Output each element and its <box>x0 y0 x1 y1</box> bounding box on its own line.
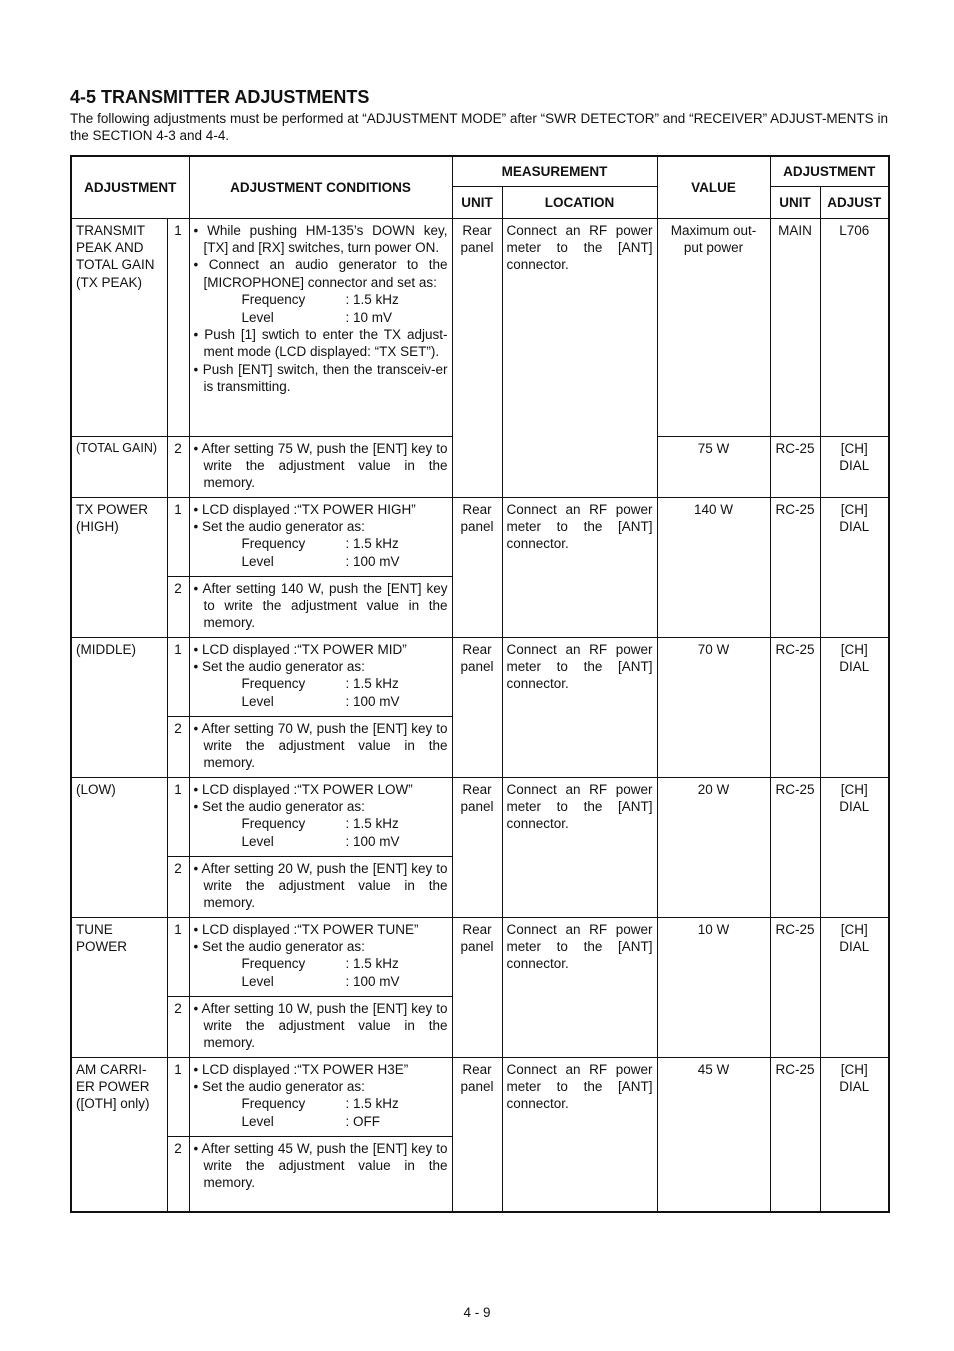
param-value: : 1.5 kHz <box>345 816 399 832</box>
table-row <box>71 1057 889 1136</box>
param-label: Level <box>241 553 274 569</box>
header-conditions: ADJUSTMENT CONDITIONS <box>189 156 452 218</box>
param-value: : 1.5 kHz <box>345 292 399 308</box>
adjustment-adjust: [CH] DIAL <box>820 497 889 637</box>
param-value: : 1.5 kHz <box>345 536 399 552</box>
param-label: Level <box>241 1113 274 1129</box>
step-number: 1 <box>167 777 189 856</box>
condition-text: • After setting 70 W, push the [ENT] key to write the adjustment value in the memory. <box>193 720 448 771</box>
adjustment-adjust: L706 <box>820 218 889 436</box>
adjustment-unit: RC-25 <box>770 917 820 1057</box>
param-value: : 1.5 kHz <box>345 956 399 972</box>
header-location: LOCATION <box>502 186 657 218</box>
condition-text: • LCD displayed :“TX POWER TUNE” <box>193 921 419 937</box>
measurement-location: Connect an RF power meter to the [ANT] connector. <box>502 497 657 637</box>
step-number: 1 <box>167 917 189 996</box>
value-cell: 140 W <box>657 497 770 637</box>
step-number: 2 <box>167 856 189 917</box>
condition-text: • Set the audio generator as: <box>193 518 365 534</box>
adjustment-unit: RC-25 <box>770 497 820 637</box>
condition-cell <box>189 637 452 716</box>
condition-text: • Set the audio generator as: <box>193 1078 365 1094</box>
param-value: : 100 mV <box>345 833 400 849</box>
measurement-unit: Rear panel <box>452 1057 502 1212</box>
condition-cell <box>189 218 452 436</box>
measurement-unit: Rear panel <box>452 497 502 637</box>
adjustment-adjust: [CH] DIAL <box>820 917 889 1057</box>
param-label: Frequency <box>241 292 306 308</box>
condition-cell <box>189 497 452 576</box>
condition-text: • Push [1] swtich to enter the TX adjust-ment mode (LCD displayed: “TX SET”). <box>193 326 448 360</box>
param-label: Level <box>241 833 274 849</box>
condition-text: • After setting 140 W, push the [ENT] key to write the adjustment value in the memory. <box>193 580 448 631</box>
measurement-location: Connect an RF power meter to the [ANT] connector. <box>502 218 657 497</box>
table-row <box>71 917 889 996</box>
param-value: : 100 mV <box>345 553 400 569</box>
adjustment-adjust: [CH] DIAL <box>820 637 889 777</box>
header-adjustment-group: ADJUSTMENT <box>770 156 889 186</box>
header-adj-unit: UNIT <box>770 186 820 218</box>
adjustment-unit: RC-25 <box>770 1057 820 1212</box>
param-value: : 1.5 kHz <box>345 1096 399 1112</box>
transmitter-adjustments-table <box>70 155 890 1213</box>
condition-text: • Set the audio generator as: <box>193 938 365 954</box>
condition-cell <box>189 1057 452 1136</box>
table-row <box>71 777 889 856</box>
adjustment-name: (TOTAL GAIN) <box>71 436 167 497</box>
condition-text: • After setting 45 W, push the [ENT] key to write the adjustment value in the memory. <box>193 1140 448 1191</box>
condition-text: • While pushing HM-135’s DOWN key, [TX] and [RX] switches, turn power ON. <box>193 222 448 255</box>
adjustment-name: TUNE POWER <box>71 917 167 1057</box>
step-number: 2 <box>167 716 189 777</box>
value-cell: 10 W <box>657 917 770 1057</box>
param-value: : 100 mV <box>345 973 400 989</box>
header-adjust: ADJUST <box>820 186 889 218</box>
condition-cell <box>189 777 452 856</box>
param-label: Frequency <box>241 536 306 552</box>
condition-text: • Set the audio generator as: <box>193 658 365 674</box>
condition-text: • LCD displayed :“TX POWER H3E” <box>193 1061 409 1077</box>
step-number: 1 <box>167 1057 189 1136</box>
value-cell: 45 W <box>657 1057 770 1212</box>
param-label: Frequency <box>241 676 306 692</box>
measurement-location: Connect an RF power meter to the [ANT] connector. <box>502 637 657 777</box>
intro-paragraph: The following adjustments must be performed at “ADJUSTMENT MODE” after “SWR DETECTOR” and “RECEIVER” ADJUST-MENTS in the SECTION 4-3 and 4-4. <box>70 111 888 143</box>
table-row <box>71 497 889 576</box>
value-cell: Maximum out-put power <box>657 218 770 436</box>
adjustment-name: (LOW) <box>71 777 167 917</box>
param-label: Level <box>241 973 274 989</box>
adjustment-unit: RC-25 <box>770 637 820 777</box>
param-label: Frequency <box>241 816 306 832</box>
step-number: 1 <box>167 497 189 576</box>
param-label: Frequency <box>241 956 306 972</box>
step-number: 2 <box>167 576 189 637</box>
table-row <box>71 637 889 716</box>
adjustment-name: AM CARRI-ER POWER ([OTH] only) <box>71 1057 167 1212</box>
step-number: 1 <box>167 218 189 436</box>
step-number: 1 <box>167 637 189 716</box>
measurement-location: Connect an RF power meter to the [ANT] connector. <box>502 917 657 1057</box>
adjustment-adjust: [CH] DIAL <box>820 436 889 497</box>
adjustment-name: TX POWER (HIGH) <box>71 497 167 637</box>
condition-cell <box>189 1136 452 1212</box>
section-title: 4-5 TRANSMITTER ADJUSTMENTS <box>70 87 370 107</box>
param-label: Frequency <box>241 1096 306 1112</box>
param-value: : OFF <box>345 1113 381 1129</box>
condition-cell <box>189 856 452 917</box>
condition-text: • LCD displayed :“TX POWER MID” <box>193 641 407 657</box>
adjustment-name: TRANSMIT PEAK AND TOTAL GAIN (TX PEAK) <box>71 218 167 436</box>
param-label: Level <box>241 693 274 709</box>
measurement-unit: Rear panel <box>452 777 502 917</box>
param-value: : 1.5 kHz <box>345 676 399 692</box>
condition-text: • After setting 10 W, push the [ENT] key to write the adjustment value in the memory. <box>193 1000 448 1051</box>
condition-cell <box>189 716 452 777</box>
adjustment-adjust: [CH] DIAL <box>820 1057 889 1212</box>
measurement-location: Connect an RF power meter to the [ANT] connector. <box>502 1057 657 1212</box>
header-adjustment: ADJUSTMENT <box>71 156 189 218</box>
condition-text: • LCD displayed :“TX POWER LOW” <box>193 781 413 797</box>
page-number: 4 - 9 <box>463 1305 491 1320</box>
condition-cell <box>189 436 452 497</box>
adjustment-adjust: [CH] DIAL <box>820 777 889 917</box>
step-number: 2 <box>167 996 189 1057</box>
measurement-location: Connect an RF power meter to the [ANT] connector. <box>502 777 657 917</box>
table-row <box>71 218 889 436</box>
condition-text: • Set the audio generator as: <box>193 798 365 814</box>
condition-cell <box>189 996 452 1057</box>
measurement-unit: Rear panel <box>452 218 502 497</box>
condition-text: • After setting 75 W, push the [ENT] key to write the adjustment value in the memory. <box>193 440 448 491</box>
adjustment-name: (MIDDLE) <box>71 637 167 777</box>
adjustment-unit: RC-25 <box>770 436 820 497</box>
step-number: 2 <box>167 1136 189 1212</box>
param-label: Level <box>241 309 274 325</box>
step-number: 2 <box>167 436 189 497</box>
value-cell: 20 W <box>657 777 770 917</box>
condition-text: • LCD displayed :“TX POWER HIGH” <box>193 501 416 517</box>
header-value: VALUE <box>657 156 770 218</box>
param-value: : 10 mV <box>345 309 393 325</box>
param-value: : 100 mV <box>345 693 400 709</box>
condition-cell <box>189 576 452 637</box>
value-cell: 70 W <box>657 637 770 777</box>
condition-text: • After setting 20 W, push the [ENT] key to write the adjustment value in the memory. <box>193 860 448 911</box>
measurement-unit: Rear panel <box>452 637 502 777</box>
header-measurement: MEASUREMENT <box>452 156 657 186</box>
condition-text: • Push [ENT] switch, then the transceiv-er is transmitting. <box>193 361 448 395</box>
measurement-unit: Rear panel <box>452 917 502 1057</box>
adjustment-unit: MAIN <box>770 218 820 436</box>
value-cell: 75 W <box>657 436 770 497</box>
condition-cell <box>189 917 452 996</box>
condition-text: • Connect an audio generator to the [MICROPHONE] connector and set as: <box>193 257 448 290</box>
adjustment-unit: RC-25 <box>770 777 820 917</box>
header-unit: UNIT <box>452 186 502 218</box>
